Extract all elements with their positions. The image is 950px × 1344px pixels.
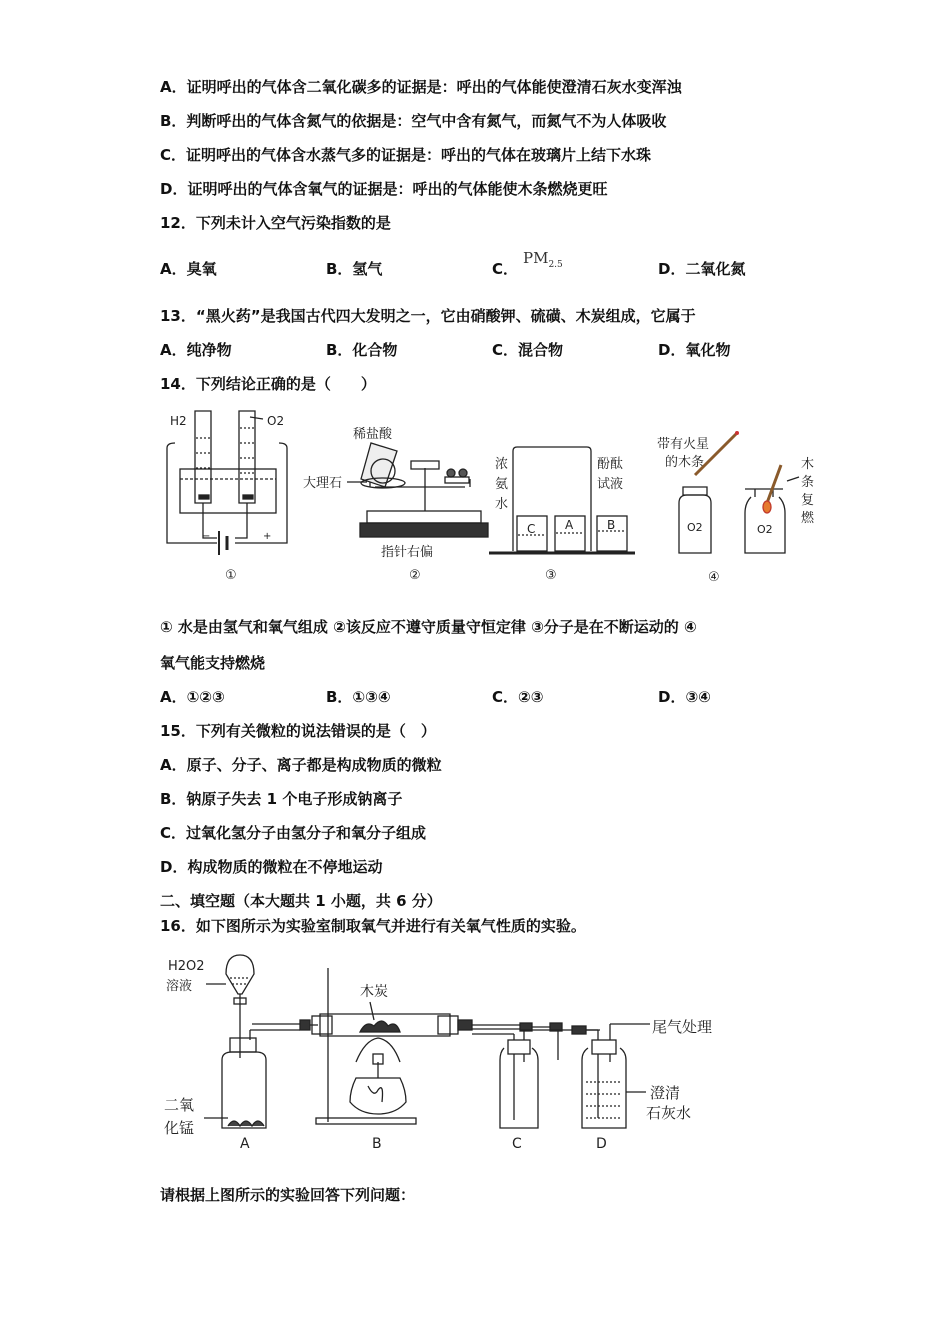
- fig3-number: ③: [545, 568, 557, 583]
- q12-option-a: A．臭氧: [160, 260, 217, 278]
- q16-stem: 16．如下图所示为实验室制取氧气并进行有关氧气性质的实验。: [160, 917, 586, 935]
- q11-option-d: D．证明呼出的气体含氧气的证据是：呼出的气体能使木条燃烧更旺: [160, 180, 608, 198]
- water-label: 水: [495, 497, 509, 512]
- q13-stem: 13．“黑火药”是我国古代四大发明之一，它由硝酸钾、硫磺、木炭组成，它属于: [160, 307, 696, 325]
- indicator-label: 试液: [597, 477, 624, 492]
- marble-label: 大理石: [303, 476, 343, 491]
- fig1-number: ①: [225, 568, 237, 583]
- q14-option-a: A．①②③: [160, 688, 225, 706]
- concentrated-label: 浓: [495, 457, 509, 472]
- minus-label: −: [202, 531, 211, 542]
- q14-stem: 14．下列结论正确的是（ ）: [160, 375, 376, 393]
- q14-conclusions-line2: 氧气能支持燃烧: [160, 654, 266, 672]
- q13-option-c: C．混合物: [492, 341, 564, 359]
- o2-label: O2: [267, 414, 285, 428]
- q15-option-a: A．原子、分子、离子都是构成物质的微粒: [160, 756, 442, 774]
- limewater-label-1: 澄清: [650, 1084, 681, 1102]
- ignite-label: 燃: [801, 511, 815, 526]
- q14-option-d: D．③④: [658, 688, 711, 706]
- q11-option-c: C．证明呼出的气体含水蒸气多的证据是：呼出的气体在玻璃片上结下水珠: [160, 146, 652, 164]
- q16-figure: [160, 950, 760, 1160]
- pointer-right-label: 指针右偏: [381, 545, 434, 560]
- limewater-label-2: 石灰水: [646, 1104, 692, 1122]
- label-c: C: [512, 1136, 522, 1152]
- q15-option-c: C．过氧化氢分子由氢分子和氧分子组成: [160, 824, 427, 842]
- oxygen-test-apparatus: [657, 431, 815, 585]
- q15-option-b: B．钠原子失去 1 个电子形成钠离子: [160, 790, 403, 808]
- manganese-dioxide-label-2: 化锰: [164, 1119, 195, 1137]
- exhaust-label: 尾气处理: [652, 1018, 713, 1036]
- q15-stem: 15．下列有关微粒的说法错误的是（ ）: [160, 722, 436, 740]
- electrolysis-apparatus: [167, 411, 287, 583]
- q11-option-b: B．判断呼出的气体含氮气的依据是：空气中含有氮气，而氮气不为人体吸收: [160, 112, 667, 130]
- q14-figure: [155, 403, 835, 588]
- beaker-a-label: A: [565, 518, 574, 532]
- label-b: B: [372, 1136, 382, 1152]
- q16-follow-up: 请根据上图所示的实验回答下列问题：: [160, 1186, 416, 1204]
- apparatus-a-oxygen-generator: [164, 955, 300, 1152]
- wood-label: 木: [801, 457, 815, 472]
- glowing-splint-label: 带有火星: [657, 437, 710, 452]
- re-label: 复: [801, 493, 815, 508]
- label-d: D: [596, 1136, 607, 1152]
- fig2-number: ②: [409, 568, 421, 583]
- apparatus-b-combustion-tube: [300, 968, 472, 1152]
- charcoal-label: 木炭: [360, 984, 388, 1000]
- q12-option-c-pm25: $PM_{2.5}$: [523, 249, 563, 270]
- ammonia-diffusion-apparatus: [489, 447, 635, 583]
- section-2-heading: 二、填空题（本大题共 1 小题，共 6 分）: [160, 892, 442, 910]
- q15-option-d: D．构成物质的微粒在不停地运动: [160, 858, 383, 876]
- h2o2-label: H2O2: [168, 959, 205, 974]
- q14-option-b: B．①③④: [326, 688, 391, 706]
- hydrochloric-acid-label: 稀盐酸: [353, 427, 393, 442]
- o2-bottle-2-label: O2: [757, 523, 773, 536]
- plus-label: +: [263, 531, 272, 542]
- beaker-b-label: B: [607, 518, 616, 532]
- q13-option-b: B．化合物: [326, 341, 398, 359]
- fig4-number: ④: [708, 570, 720, 585]
- q14-conclusions-line1: ① 水是由氢气和氧气组成 ②该反应不遵守质量守恒定律 ③分子是在不断运动的 ④: [160, 618, 697, 636]
- q13-option-a: A．纯净物: [160, 341, 232, 359]
- splint-label: 的木条: [665, 455, 705, 470]
- q12-option-b: B．氢气: [326, 260, 383, 278]
- q12-option-d: D．二氧化氮: [658, 260, 746, 278]
- beaker-c-label: C: [527, 522, 536, 536]
- q12-option-c: C．: [492, 260, 519, 278]
- label-a: A: [240, 1136, 250, 1152]
- ammonia-label: 氨: [495, 477, 509, 492]
- q11-option-a: A．证明呼出的气体含二氧化碳多的证据是：呼出的气体能使澄清石灰水变浑浊: [160, 78, 682, 96]
- h2-label: H2: [170, 414, 187, 428]
- solution-label: 溶液: [166, 979, 193, 994]
- manganese-dioxide-label-1: 二氧: [164, 1096, 195, 1114]
- balance-apparatus: [303, 426, 488, 583]
- apparatus-c-bottle: [472, 1026, 600, 1152]
- o2-bottle-1-label: O2: [687, 521, 703, 534]
- strip-label: 条: [801, 475, 815, 490]
- apparatus-d-limewater-bottle: [582, 1018, 712, 1152]
- q14-option-c: C．②③: [492, 688, 544, 706]
- q13-option-d: D．氧化物: [658, 341, 731, 359]
- phenolphthalein-label: 酚酞: [597, 457, 624, 472]
- q12-stem: 12．下列未计入空气污染指数的是: [160, 214, 391, 232]
